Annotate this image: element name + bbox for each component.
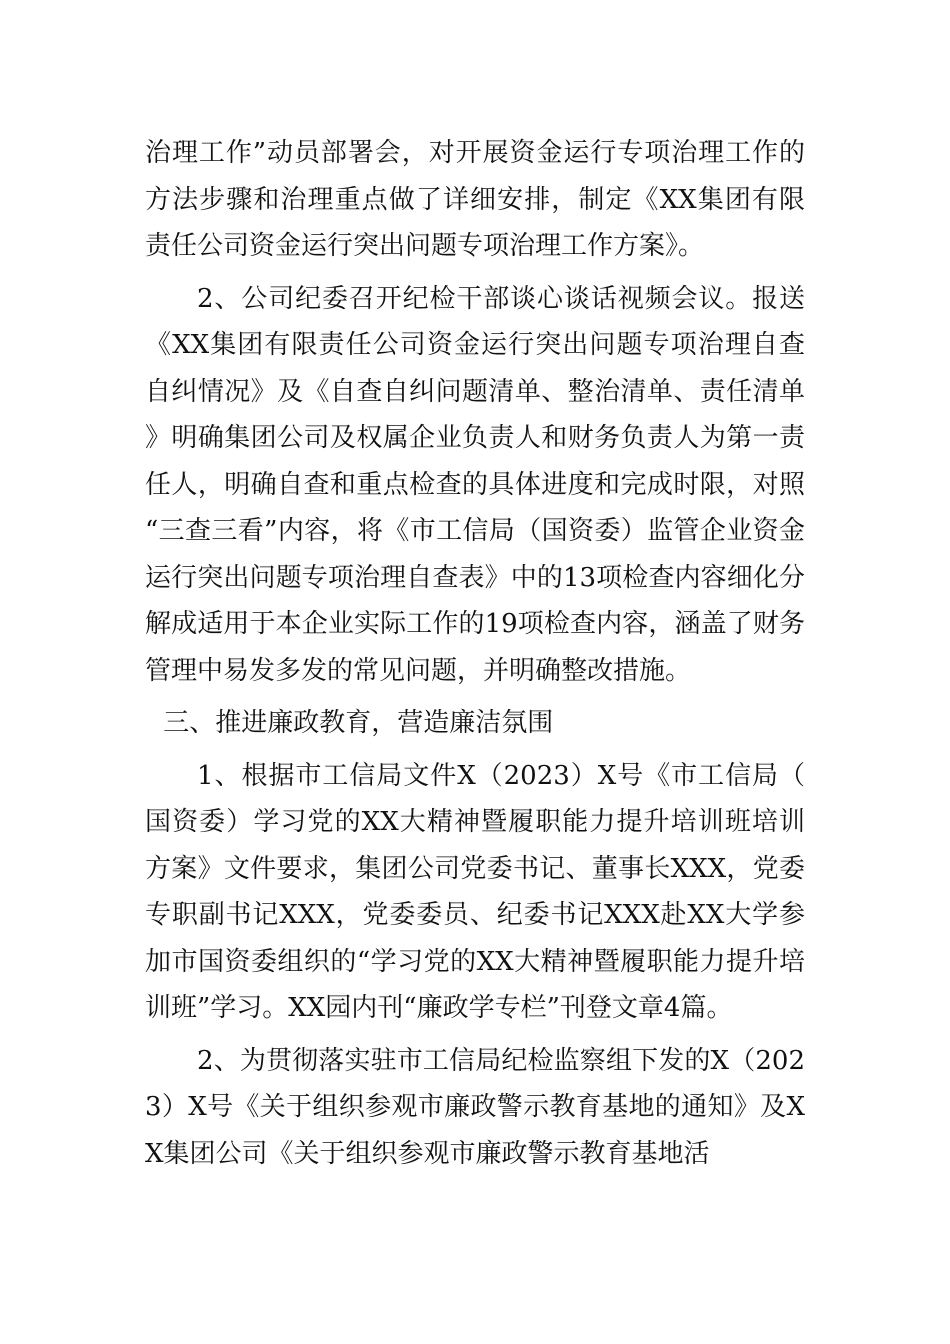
- paragraph-item-1-training: 1、根据市工信局文件X（2023）X号《市工信局（国资委）学习党的XX大精神暨履职能力提升培训班培训方案》文件要求，集团公司党委书记、董事长XXX，党委专职副书记XXX，党委委员、纪委书记XXX赴XX大学参加市国资委组织的“学习党的XX大精神暨履职能力提升培训班”学习。XX园内刊“廉政学专栏”刊登文章4篇。: [145, 760, 805, 1023]
- paragraph-item-2-disciplinary-meeting: 2、公司纪委召开纪检干部谈心谈话视频会议。报送《XX集团有限责任公司资金运行突出问题专项治理自查自纠情况》及《自查自纠问题清单、整治清单、责任清单》明确集团公司及权属企业负责人和财务负责人为第一责任人，明确自查和重点检查的具体进度和完成时限，对照“三查三看”内容，将《市工信局（国资委）监管企业资金运行突出问题专项治理自查表》中的13项检查内容细化分解成适用于本企业实际工作的19项检查内容，涵盖了财务管理中易发多发的常见问题，并明确整改措施。: [145, 283, 805, 686]
- document-body: [145, 130, 805, 1177]
- paragraph-item-2-warning-education: 2、为贯彻落实驻市工信局纪检监察组下发的X（2023）X号《关于组织参观市廉政警示教育基地的通知》及XX集团公司《关于组织参观市廉政警示教育基地活: [145, 1045, 805, 1169]
- paragraph-continuation: 治理工作”动员部署会，对开展资金运行专项治理工作的方法步骤和治理重点做了详细安排，制定《XX集团有限责任公司资金运行突出问题专项治理工作方案》。: [145, 138, 805, 261]
- section-heading-3: 三、推进廉政教育，营造廉洁氛围: [163, 708, 554, 738]
